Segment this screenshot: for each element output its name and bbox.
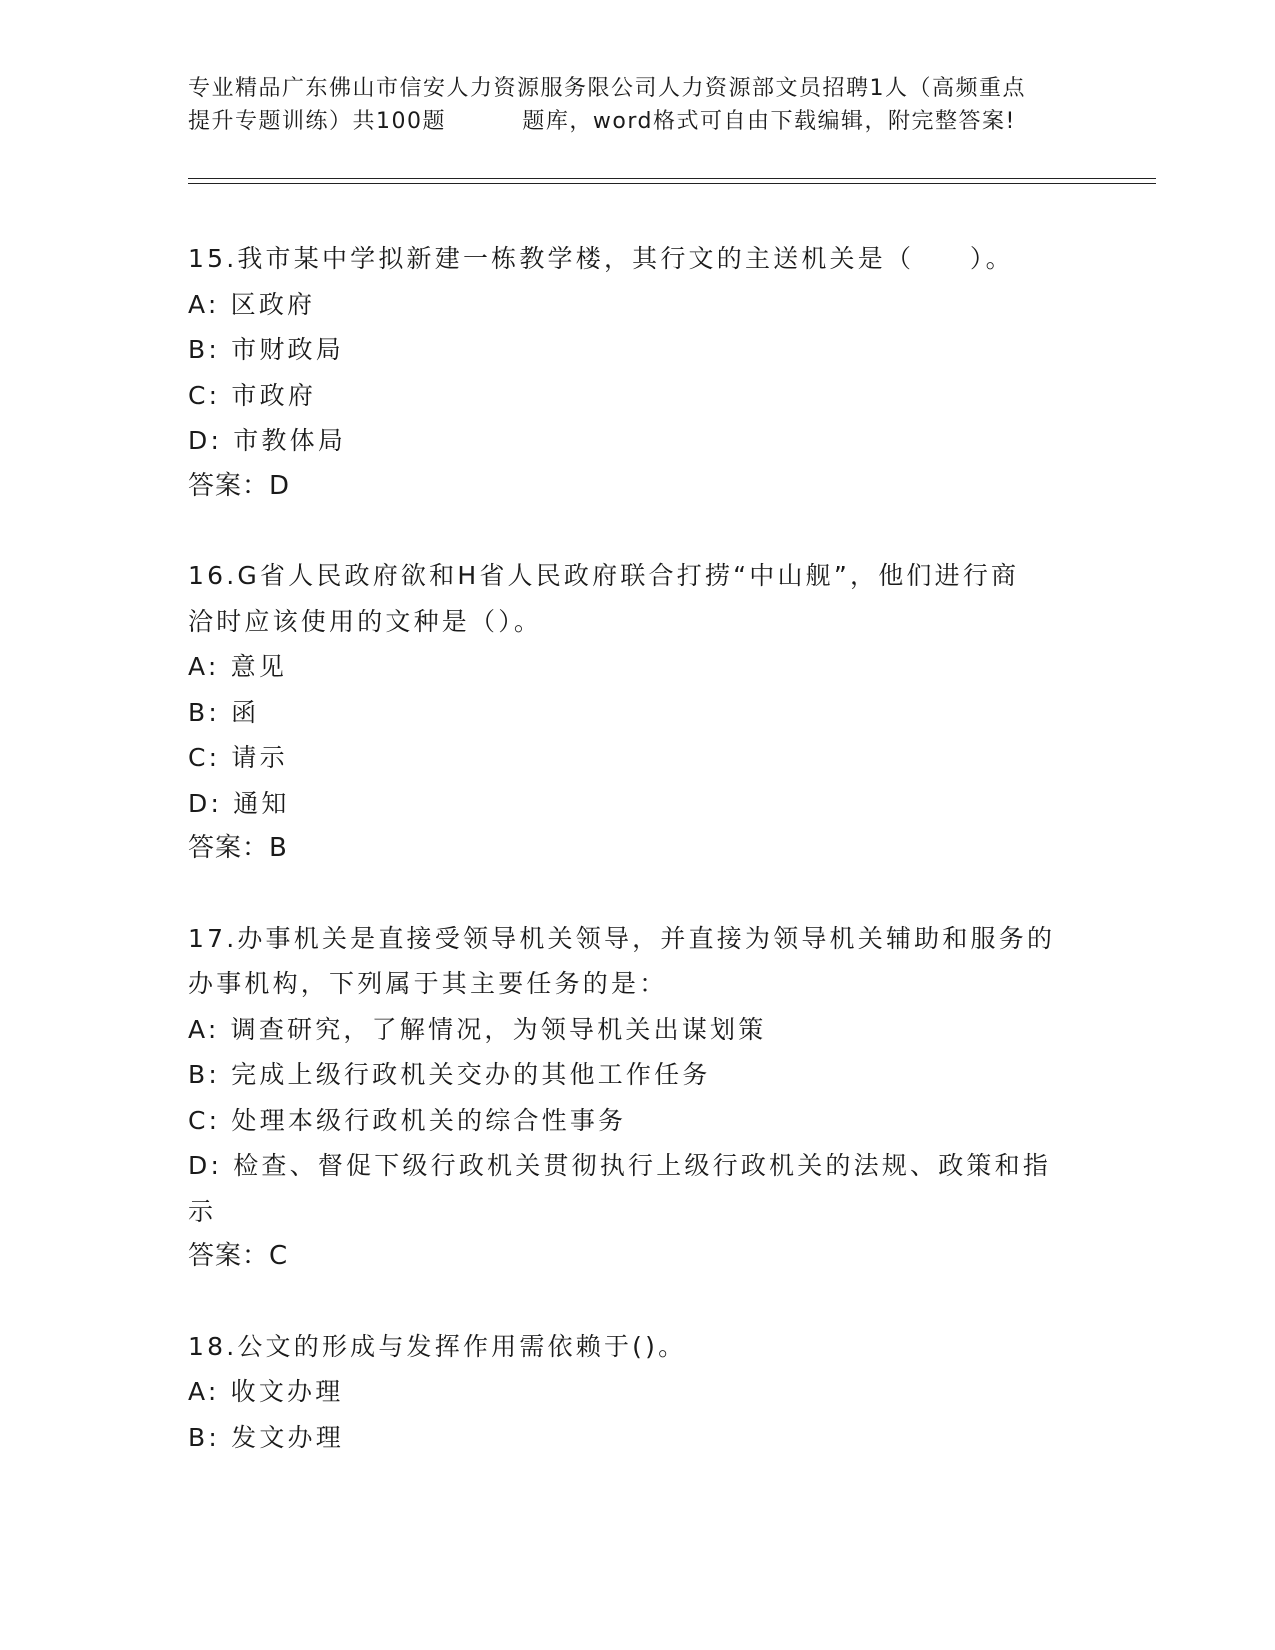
- option-c: C: 市政府: [188, 380, 317, 410]
- question-list: [188, 236, 1088, 1504]
- question-text: 18.公文的形成与发挥作用需依赖于()。: [188, 1331, 687, 1361]
- option-c: C: 请示: [188, 743, 288, 772]
- question-17: [188, 916, 1088, 1280]
- option-a: A: 调查研究，了解情况，为领导机关出谋划策: [188, 1014, 767, 1044]
- option-a: A: 意见: [188, 652, 288, 681]
- answer-text: 答案：C: [188, 1241, 289, 1271]
- option-d: D: 通知: [188, 788, 290, 818]
- answer-text: 答案：D: [188, 470, 291, 501]
- question-text: 15.我市某中学拟新建一栋教学楼，其行文的主送机关是（ ）。: [188, 244, 1014, 273]
- option-a: A: 区政府: [188, 289, 316, 319]
- header-title-line-2: 提升专题训练）共100题 题库，word格式可自由下载编辑，附完整答案!: [188, 109, 1016, 134]
- question-text: 17.办事机关是直接受领导机关领导，并直接为领导机关辅助和服务的: [188, 923, 1056, 953]
- question-16: [188, 553, 1088, 872]
- option-b: B: 函: [188, 697, 260, 727]
- option-d: D: 市教体局: [188, 426, 347, 455]
- question-text-continued: 办事机构，下列属于其主要任务的是：: [188, 969, 668, 998]
- option-a: A: 收文办理: [188, 1377, 344, 1406]
- option-c: C: 处理本级行政机关的综合性事务: [188, 1105, 627, 1135]
- header-double-rule: [188, 178, 1156, 184]
- question-text-continued: 洽时应该使用的文种是（）。: [188, 606, 543, 636]
- question-18: [188, 1324, 1088, 1461]
- option-d-continued: 示: [188, 1196, 217, 1226]
- option-b: B: 市财政局: [188, 335, 344, 364]
- option-b: B: 发文办理: [188, 1422, 344, 1452]
- option-d: D: 检查、督促下级行政机关贯彻执行上级行政机关的法规、政策和指: [188, 1151, 1052, 1180]
- document-header: [188, 72, 1088, 138]
- question-text: 16.G省人民政府欲和H省人民政府联合打捞“中山舰”，他们进行商: [188, 561, 1020, 590]
- question-15: [188, 236, 1088, 509]
- option-b: B: 完成上级行政机关交办的其他工作任务: [188, 1060, 711, 1089]
- header-title-line-1: 专业精品广东佛山市信安人力资源服务限公司人力资源部文员招聘1人（高频重点: [188, 76, 1026, 101]
- answer-text: 答案：B: [188, 833, 288, 863]
